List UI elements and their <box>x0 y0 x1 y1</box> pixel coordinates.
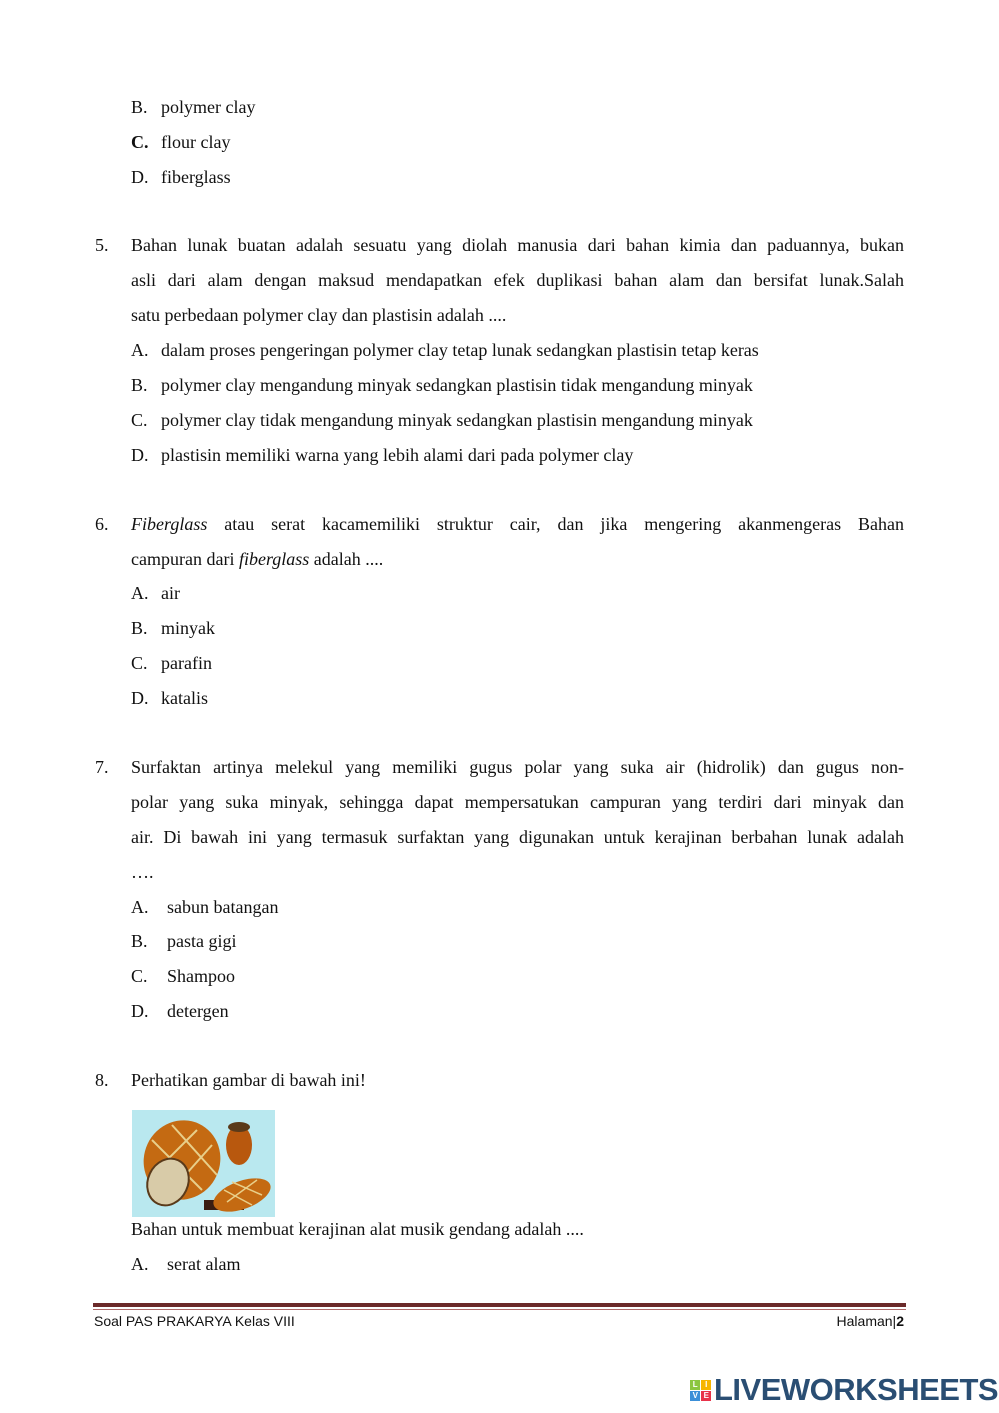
q7-option-b: B. pasta gigi <box>131 931 237 951</box>
q8-question: Bahan untuk membuat kerajinan alat musik gendang adalah .... <box>131 1219 584 1239</box>
q8-number: 8. <box>95 1070 109 1090</box>
q8-option-a: A. serat alam <box>131 1254 241 1274</box>
footer-title: Soal PAS PRAKARYA Kelas VIII <box>94 1313 295 1329</box>
q4-option-c: C. flour clay <box>131 132 231 152</box>
q5-option-b: B. polymer clay mengandung minyak sedangkan plastisin tidak mengandung minyak <box>131 375 753 395</box>
q5-option-d: D. plastisin memiliki warna yang lebih alami dari pada polymer clay <box>131 445 634 465</box>
q5-text-line: Bahan lunak buatan adalah sesuatu yang diolah manusia dari bahan kimia dan paduannya, bukan <box>131 235 904 255</box>
q5-text-line: satu perbedaan polymer clay dan plastisin adalah .... <box>131 305 507 325</box>
footer-page: Halaman|2 <box>836 1313 904 1329</box>
q4-option-d: D. fiberglass <box>131 167 231 187</box>
q6-option-c: C. parafin <box>131 653 212 673</box>
q5-option-a: A. dalam proses pengeringan polymer clay tetap lunak sedangkan plastisin tetap keras <box>131 340 759 360</box>
q6-number: 6. <box>95 514 109 534</box>
footer-rule-thin <box>93 1309 906 1310</box>
q7-option-a: A. sabun batangan <box>131 897 279 917</box>
q6-option-b: B. minyak <box>131 618 215 638</box>
q6-option-d: D. katalis <box>131 688 208 708</box>
footer-rule <box>93 1303 906 1307</box>
q5-option-c: C. polymer clay tidak mengandung minyak sedangkan plastisin mengandung minyak <box>131 410 753 430</box>
q6-text-line: Fiberglass atau serat kacamemiliki struktur cair, dan jika mengering akanmengeras Bahan <box>131 514 904 534</box>
liveworksheets-logo: L I V E LIVEWORKSHEETS <box>690 1372 998 1408</box>
q6-option-a: A. air <box>131 583 180 603</box>
q7-option-d: D. detergen <box>131 1001 229 1021</box>
q5-text-line: asli dari alam dengan maksud mendapatkan efek duplikasi bahan alam dan bersifat lunak.Salah <box>131 270 904 290</box>
q7-text-line: air. Di bawah ini yang termasuk surfaktan yang digunakan untuk kerajinan berbahan lunak adalah <box>131 827 904 847</box>
q4-option-b: B. polymer clay <box>131 97 256 117</box>
q7-text-line: Surfaktan artinya melekul yang memiliki gugus polar yang suka air (hidrolik) dan gugus non- <box>131 757 904 777</box>
q8-prompt: Perhatikan gambar di bawah ini! <box>131 1070 366 1090</box>
q7-number: 7. <box>95 757 109 777</box>
q5-number: 5. <box>95 235 109 255</box>
q7-text-line: polar yang suka minyak, sehingga dapat mempersatukan campuran yang terdiri dari minyak dan <box>131 792 904 812</box>
q7-option-c: C. Shampoo <box>131 966 236 986</box>
drum-image <box>132 1110 275 1217</box>
logo-tiles-icon: L I V E <box>690 1380 711 1401</box>
q7-text-line: …. <box>131 862 154 882</box>
q6-text-line: campuran dari fiberglass adalah .... <box>131 549 384 569</box>
